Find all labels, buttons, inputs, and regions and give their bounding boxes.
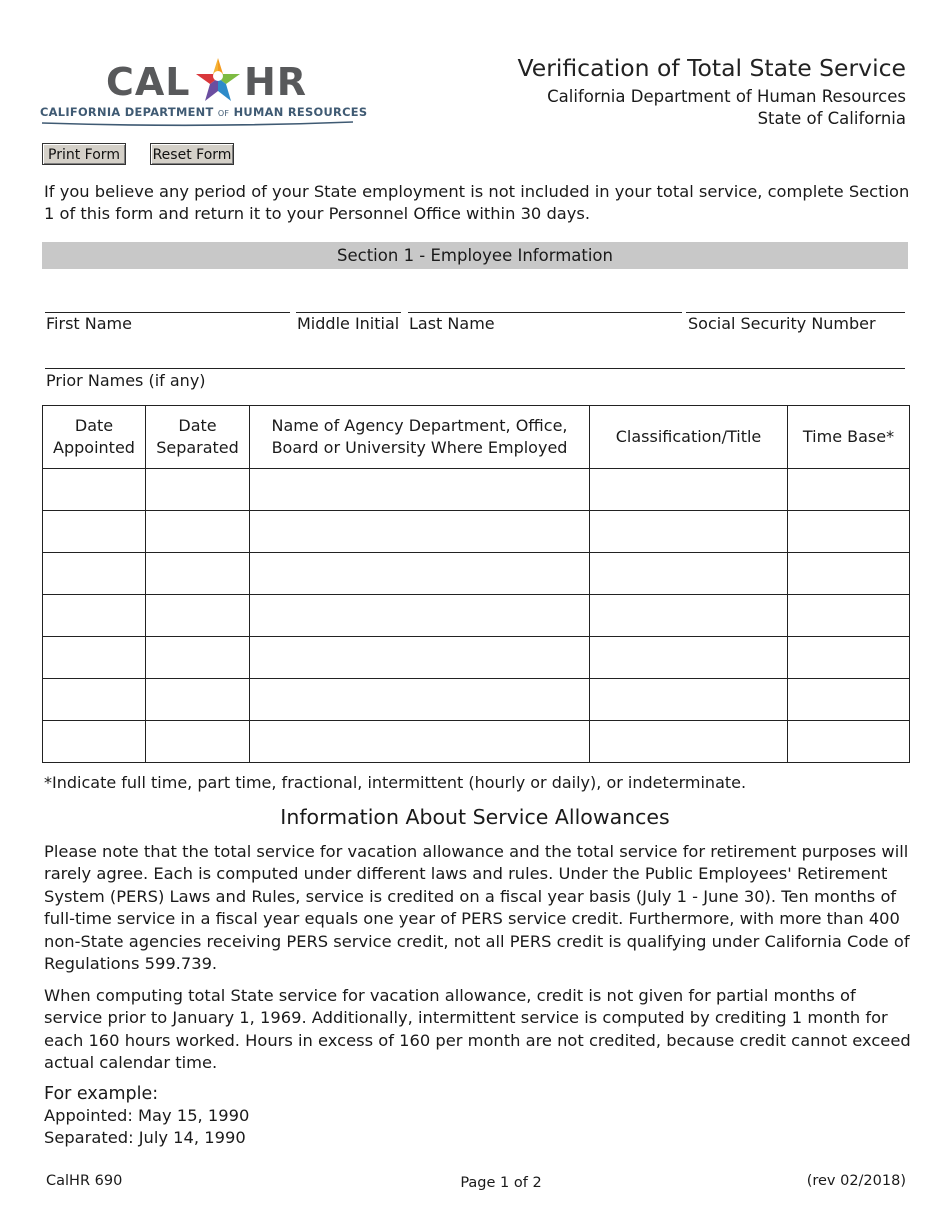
prior-names-field[interactable] (45, 368, 905, 369)
print-form-button[interactable]: Print Form (42, 143, 126, 165)
table-header-row (43, 406, 910, 469)
agency-name-cell[interactable] (250, 553, 590, 595)
ssn-label: Social Security Number (688, 314, 876, 333)
table-row (43, 469, 910, 511)
classification-cell[interactable] (590, 637, 788, 679)
date-appointed-cell[interactable] (43, 469, 146, 511)
date-separated-cell[interactable] (146, 469, 250, 511)
table-row (43, 637, 910, 679)
first-name-label: First Name (46, 314, 132, 333)
table-row (43, 679, 910, 721)
date-separated-cell[interactable] (146, 511, 250, 553)
time-base-cell[interactable] (788, 637, 910, 679)
example-heading: For example: (44, 1084, 159, 1104)
header-line: Classification/Title (615, 427, 762, 446)
col-date-appointed (43, 406, 146, 469)
logo-subtitle (40, 105, 367, 119)
info-paragraph-2: When computing total State service for vacation allowance, credit is not given for partial months of service prior to January 1, 1969. Additionally, intermittent service is computed by crediting 1 month for each 160 hours worked. Hours in excess of 160 per month are not credited, because credit cannot exceed actual calendar time. (44, 986, 911, 1073)
col-time-base (788, 406, 910, 469)
logo-subtitle-main: CALIFORNIA DEPARTMENT (40, 105, 214, 119)
time-base-cell[interactable] (788, 511, 910, 553)
page-number: Page 1 of 2 (460, 1175, 542, 1191)
logo-text-hr: HR (244, 60, 308, 104)
calhr-logo (40, 56, 368, 126)
agency-name-cell[interactable] (250, 595, 590, 637)
revision-date: (rev 02/2018) (806, 1173, 906, 1189)
col-agency-name (250, 406, 590, 469)
time-base-cell[interactable] (788, 553, 910, 595)
logo-subtitle-of: OF (217, 109, 230, 118)
date-separated-cell[interactable] (146, 721, 250, 763)
example-separated: Separated: July 14, 1990 (44, 1128, 246, 1148)
classification-cell[interactable] (590, 595, 788, 637)
employment-history-table (42, 405, 910, 763)
first-name-field[interactable] (45, 312, 290, 313)
table-row (43, 511, 910, 553)
header-line: Appointed (53, 438, 135, 457)
agency-name-cell[interactable] (250, 679, 590, 721)
header-line: Board or University Where Employed (271, 438, 568, 457)
header-line: Date (178, 416, 217, 435)
reset-form-button[interactable]: Reset Form (150, 143, 234, 165)
logo-text-cal: CAL (106, 60, 191, 104)
date-appointed-cell[interactable] (43, 637, 146, 679)
classification-cell[interactable] (590, 679, 788, 721)
date-appointed-cell[interactable] (43, 721, 146, 763)
classification-cell[interactable] (590, 721, 788, 763)
date-separated-cell[interactable] (146, 679, 250, 721)
logo-subtitle-end: HUMAN RESOURCES (233, 105, 368, 119)
classification-cell[interactable] (590, 553, 788, 595)
time-base-cell[interactable] (788, 595, 910, 637)
date-appointed-cell[interactable] (43, 553, 146, 595)
header-line: Date (74, 416, 114, 435)
date-appointed-cell[interactable] (43, 595, 146, 637)
agency-name-cell[interactable] (250, 637, 590, 679)
logo-swoosh (40, 120, 355, 128)
info-heading: Information About Service Allowances (280, 805, 670, 829)
star-people-icon (192, 56, 244, 104)
section-1-header: Section 1 - Employee Information (42, 242, 908, 269)
agency-name-cell[interactable] (250, 721, 590, 763)
date-appointed-cell[interactable] (43, 511, 146, 553)
prior-names-label: Prior Names (if any) (46, 371, 206, 390)
form-number: CalHR 690 (46, 1173, 123, 1189)
time-base-footnote: *Indicate full time, part time, fractional, intermittent (hourly or daily), or indeterminate. (44, 773, 747, 792)
time-base-cell[interactable] (788, 469, 910, 511)
col-date-separated (146, 406, 250, 469)
table-row (43, 721, 910, 763)
classification-cell[interactable] (590, 469, 788, 511)
table-row (43, 553, 910, 595)
date-separated-cell[interactable] (146, 553, 250, 595)
date-separated-cell[interactable] (146, 637, 250, 679)
header-line: Time Base* (802, 427, 895, 446)
date-separated-cell[interactable] (146, 595, 250, 637)
table-row (43, 595, 910, 637)
classification-cell[interactable] (590, 511, 788, 553)
state-name: State of California (757, 109, 906, 128)
agency-name-cell[interactable] (250, 511, 590, 553)
info-paragraph-1: Please note that the total service for vacation allowance and the total service for retirement purposes will rarely agree. Each is computed under different laws and rules. Under the Public Employees' Retirement System (PERS) Laws and Rules, service is credited on a fiscal year basis (July 1 - June 30). Ten months of full-time service in a fiscal year equals one year of PERS service credit. Furthermore, with more than 400 non-State agencies receiving PERS service credit, not all PERS credit is qualifying under California Code of Regulations 599.739. (44, 842, 910, 974)
agency-name-cell[interactable] (250, 469, 590, 511)
last-name-label: Last Name (409, 314, 495, 333)
intro-text: If you believe any period of your State employment is not included in your total service, complete Section 1 of this form and return it to your Personnel Office within 30 days. (44, 182, 910, 224)
example-block (44, 1083, 444, 1150)
ssn-field[interactable] (686, 312, 905, 313)
col-classification-title (590, 406, 788, 469)
department-name: California Department of Human Resources (547, 87, 906, 106)
time-base-cell[interactable] (788, 721, 910, 763)
example-appointed: Appointed: May 15, 1990 (44, 1106, 250, 1125)
middle-initial-label: Middle Initial (297, 314, 400, 333)
date-appointed-cell[interactable] (43, 679, 146, 721)
middle-initial-field[interactable] (296, 312, 401, 313)
header-line: Separated (156, 438, 239, 457)
last-name-field[interactable] (408, 312, 682, 313)
form-title: Verification of Total State Service (517, 54, 906, 82)
header-line: Name of Agency Department, Office, (271, 416, 568, 435)
time-base-cell[interactable] (788, 679, 910, 721)
